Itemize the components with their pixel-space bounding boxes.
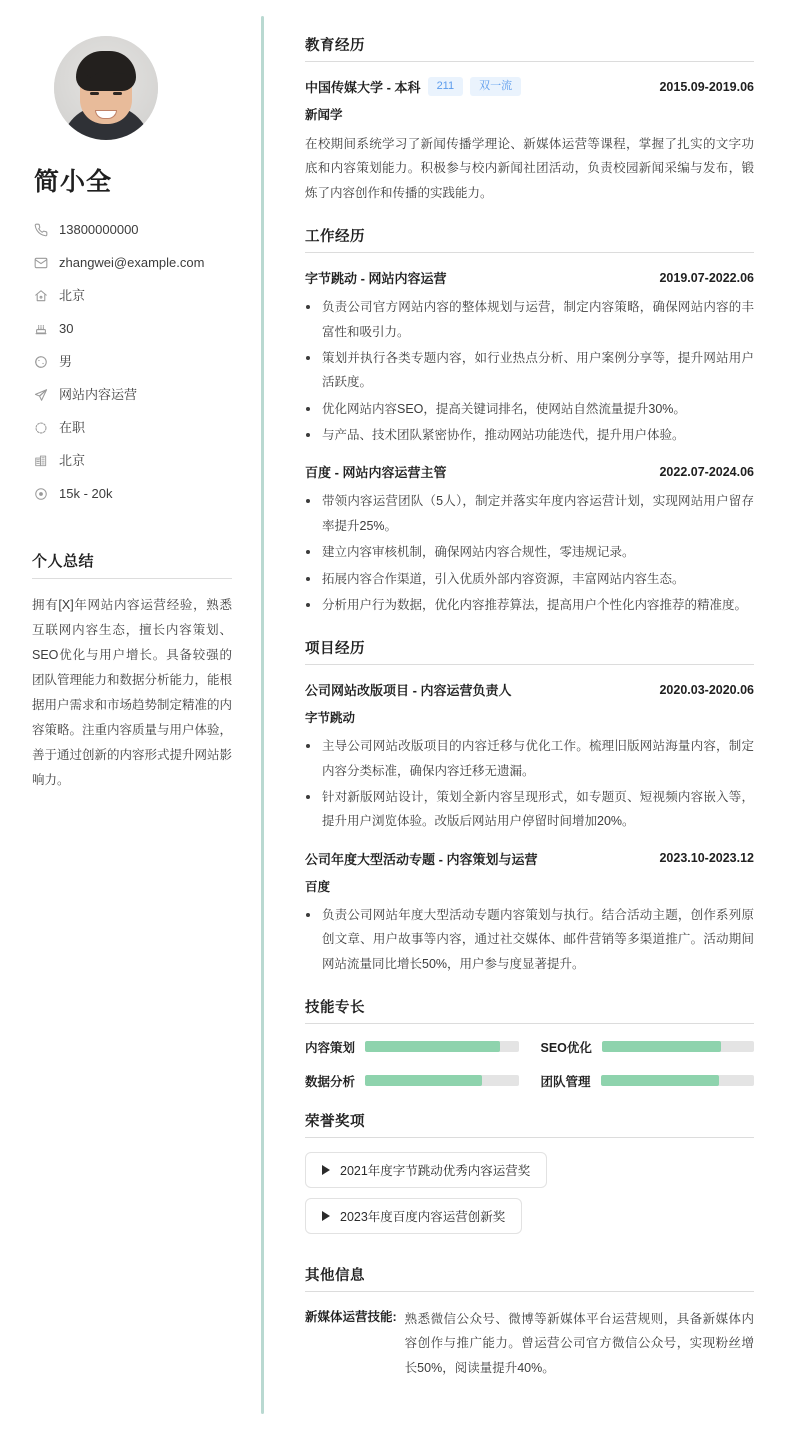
info-value-hometown: 北京 (59, 287, 86, 303)
project-title: 公司年度大型活动专题 - 内容策划与运营 (305, 851, 538, 867)
skill-item (541, 1072, 755, 1090)
skill-track (601, 1075, 754, 1086)
skill-label: SEO优化 (540, 1040, 592, 1055)
project-company: 字节跳动 (305, 711, 356, 726)
work-bullet: 建立内容审核机制，确保网站内容合规性，零违规记录。 (305, 540, 754, 564)
project-entry (305, 680, 754, 834)
person-name: 简小全 (34, 168, 113, 196)
work-bullet: 拓展内容合作渠道，引入优质外部内容资源，丰富网站内容生态。 (305, 567, 754, 591)
work-bullets (305, 489, 754, 617)
info-row-gender (32, 348, 232, 376)
work-date: 2022.07-2024.06 (659, 464, 754, 479)
projects-section (305, 637, 754, 976)
project-entry-head (305, 849, 754, 868)
skills-section (305, 996, 754, 1090)
skills-grid (305, 1038, 754, 1090)
skill-track (602, 1041, 754, 1052)
avatar-photo (54, 36, 158, 140)
other-info-heading: 其他信息 (305, 1264, 754, 1292)
info-row-hometown (32, 282, 232, 310)
info-value-age: 30 (59, 320, 74, 336)
skill-fill (602, 1041, 721, 1052)
gender-icon (32, 355, 50, 369)
work-heading: 工作经历 (305, 225, 754, 253)
project-date: 2023.10-2023.12 (659, 851, 754, 866)
cake-icon (32, 322, 50, 336)
work-entry (305, 268, 754, 447)
info-row-position (32, 381, 232, 409)
personal-summary-body: 拥有[X]年网站内容运营经验，熟悉互联网内容生态，擅长内容策划、SEO优化与用户增长。具备较强的团队管理能力和数据分析能力，能根据用户需求和市场趋势制定精准的内容策略。注重内容质量与用户体验，善于通过创新的内容形式提升网站影响力。 (32, 598, 233, 787)
skill-item (541, 1038, 755, 1056)
refresh-icon (32, 421, 50, 435)
skill-fill (601, 1075, 719, 1086)
avatar-eye-right (113, 92, 122, 95)
other-info-row (305, 1307, 754, 1380)
education-entry-head (305, 77, 754, 96)
work-title: 百度 - 网站内容运营主管 (305, 465, 447, 481)
work-date: 2019.07-2022.06 (659, 270, 754, 285)
education-major: 新闻学 (305, 108, 343, 122)
play-triangle-icon (322, 1211, 330, 1221)
honors-list (305, 1152, 754, 1244)
info-value-phone: 13800000000 (59, 221, 139, 237)
skill-item (305, 1072, 519, 1090)
personal-summary-section (32, 550, 232, 793)
info-row-phone (32, 216, 232, 244)
honor-label: 2023年度百度内容运营创新奖 (340, 1209, 506, 1224)
info-value-work-status: 在职 (59, 419, 86, 435)
info-value-city: 北京 (59, 452, 86, 468)
work-bullet: 与产品、技术团队紧密协作，推动网站功能迭代，提升用户体验。 (305, 423, 754, 447)
skill-label: 内容策划 (305, 1040, 356, 1055)
skill-label: 数据分析 (305, 1074, 356, 1089)
phone-icon (32, 223, 50, 237)
education-description: 在校期间系统学习了新闻传播学理论、新媒体运营等课程，掌握了扎实的文字功底和内容策划能力。积极参与校内新闻社团活动，负责校园新闻采编与发布，锻炼了内容创作和传播的实践能力。 (305, 137, 754, 200)
info-value-salary: 15k - 20k (59, 485, 113, 501)
info-row-city (32, 447, 232, 475)
play-triangle-icon (322, 1165, 330, 1175)
skill-label: 团队管理 (540, 1074, 591, 1089)
work-entry-head (305, 268, 754, 287)
honor-row (305, 1152, 754, 1198)
honor-row (305, 1198, 754, 1244)
skills-heading: 技能专长 (305, 996, 754, 1024)
work-entry (305, 462, 754, 617)
honor-chip[interactable] (305, 1152, 547, 1188)
project-title: 公司网站改版项目 - 内容运营负责人 (305, 683, 512, 699)
avatar-hair (76, 51, 136, 91)
info-row-email (32, 249, 232, 277)
education-tag-shuangyiliu: 双一流 (470, 77, 521, 96)
project-date: 2020.03-2020.06 (659, 682, 754, 697)
info-row-work-status (32, 414, 232, 442)
building-icon (32, 454, 50, 468)
project-bullets (305, 903, 754, 976)
honors-section (305, 1110, 754, 1244)
other-info-section (305, 1264, 754, 1380)
skill-fill (365, 1041, 500, 1052)
sidebar (0, 0, 264, 1430)
info-value-email: zhangwei@example.com (59, 254, 205, 270)
project-bullet: 负责公司网站年度大型活动专题内容策划与执行。结合活动主题，创作系列原创文章、用户故事等内容，通过社交媒体、邮件营销等多渠道推广。活动期间网站流量同比增长50%，用户参与度显著提升。 (305, 903, 754, 976)
other-info-value: 熟悉微信公众号、微博等新媒体平台运营规则，具备新媒体内容创作与推广能力。曾运营公司官方微信公众号，实现粉丝增长50%，阅读量提升40%。 (404, 1311, 754, 1375)
work-bullet: 策划并执行各类专题内容，如行业热点分析、用户案例分享等，提升网站用户活跃度。 (305, 346, 754, 395)
work-section (305, 225, 754, 617)
education-heading: 教育经历 (305, 34, 754, 62)
work-bullet: 带领内容运营团队（5人），制定并落实年度内容运营计划，实现网站用户留存率提升25%。 (305, 489, 754, 538)
education-entry (305, 77, 754, 205)
honors-heading: 荣誉奖项 (305, 1110, 754, 1138)
honor-chip[interactable] (305, 1198, 522, 1234)
coin-icon (32, 487, 50, 501)
skill-track (365, 1075, 518, 1086)
avatar-eye-left (90, 92, 99, 95)
envelope-icon (32, 256, 50, 270)
work-title: 字节跳动 - 网站内容运营 (305, 271, 447, 287)
project-bullet: 主导公司网站改版项目的内容迁移与优化工作。梳理旧版网站海量内容，制定内容分类标准，确保内容迁移无遗漏。 (305, 734, 754, 783)
avatar (54, 36, 158, 140)
work-bullets (305, 295, 754, 447)
work-bullet: 优化网站内容SEO，提高关键词排名，使网站自然流量提升30%。 (305, 397, 754, 421)
info-value-gender: 男 (59, 353, 73, 369)
contact-info-list (32, 216, 232, 508)
skill-track (365, 1041, 518, 1052)
projects-heading: 项目经历 (305, 637, 754, 665)
home-icon (32, 289, 50, 303)
education-tag-211: 211 (428, 77, 464, 96)
project-entry-head (305, 680, 754, 699)
project-entry (305, 849, 754, 976)
work-bullet: 负责公司官方网站内容的整体规划与运营，制定内容策略，确保网站内容的丰富性和吸引力。 (305, 295, 754, 344)
skill-fill (365, 1075, 482, 1086)
paper-plane-icon (32, 388, 50, 402)
education-section (305, 34, 754, 205)
skill-item (305, 1038, 519, 1056)
work-bullet: 分析用户行为数据，优化内容推荐算法，提高用户个性化内容推荐的精准度。 (305, 593, 754, 617)
info-value-position: 网站内容运营 (59, 386, 138, 402)
main-column (264, 0, 794, 1430)
project-bullets (305, 734, 754, 834)
project-bullet: 针对新版网站设计，策划全新内容呈现形式，如专题页、短视频内容嵌入等，提升用户浏览体验。改版后网站用户停留时间增加20%。 (305, 785, 754, 834)
education-date: 2015.09-2019.06 (659, 79, 754, 94)
education-title-wrap (305, 77, 521, 96)
project-company: 百度 (305, 879, 331, 894)
info-row-salary (32, 480, 232, 508)
honor-label: 2021年度字节跳动优秀内容运营奖 (340, 1163, 531, 1178)
personal-summary-heading: 个人总结 (32, 550, 232, 579)
work-entry-head (305, 462, 754, 481)
other-info-label: 新媒体运营技能: (305, 1309, 397, 1324)
education-school: 中国传媒大学 - 本科 (305, 80, 421, 95)
info-row-age (32, 315, 232, 343)
